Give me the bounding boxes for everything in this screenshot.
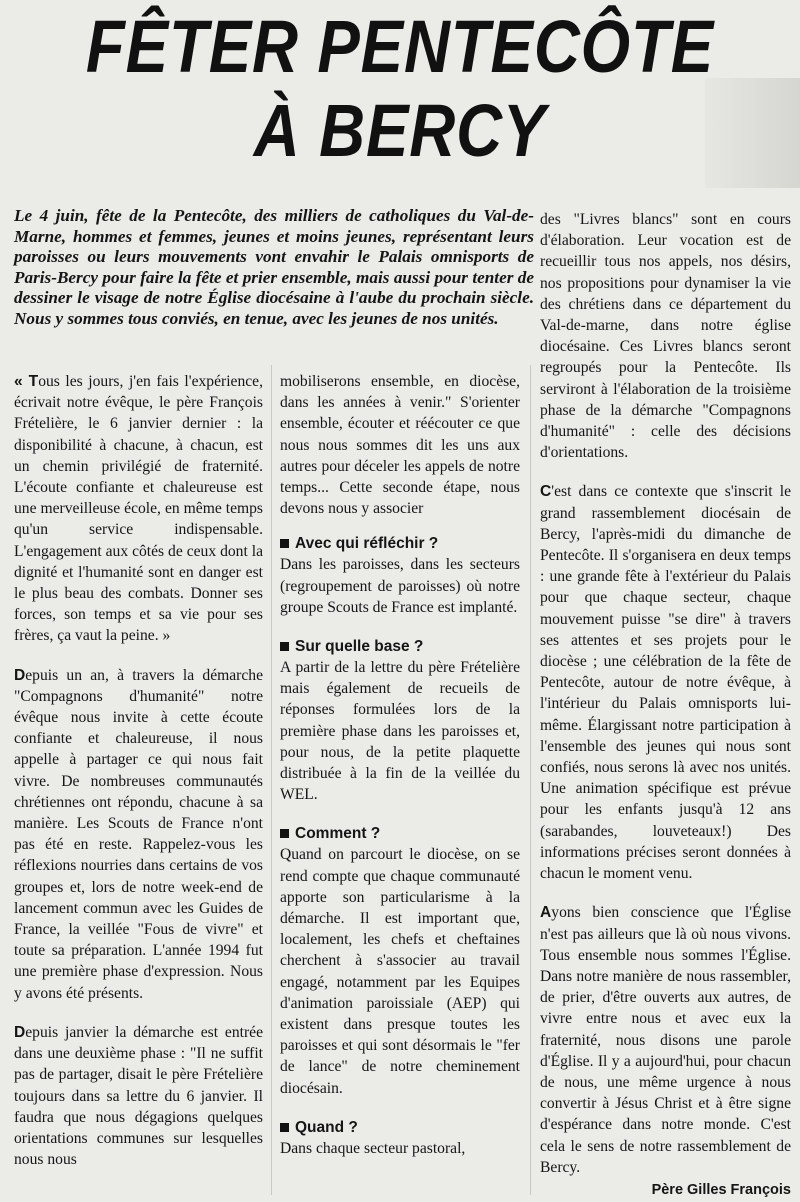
paragraph: Dans chaque secteur pastoral, [280,1139,466,1157]
paragraph [14,1022,263,1170]
paragraph-text: yons bien conscience que l'Église n'est pas ailleurs que là où nous vivons. Tous ensemble nous sommes l'Église. Dans notre manière de nous rassembler, de prier, d'être ouverts aux autres, de vivre entre nous et avec eux la fraternité, nous disons une parole d'Église. Il y a aujourd'hui, pour chacun de nous, une même urgence à nous convertir à Jésus Christ et à être signe d'espérance dans notre monde. C'est cela le sens de notre rassemblement de Bercy. [540,904,791,1176]
paragraph [14,371,263,647]
drop-cap: D [14,1023,26,1041]
heading-text: Comment ? [295,825,381,843]
column-1 [14,371,263,1170]
paragraph [540,902,791,1178]
paragraph-text: 'est dans ce contexte que s'inscrit le grand rassemblement diocésain de Bercy, l'après-midi du dimanche de Pentecôte. Il s'organisera en deux temps : une grande fête à l'extérieur du Palais pour que chaque secteur, chaque mouvement puisse "se dire" à travers ses attentes et ses projets pour le diocèse ; une célébration de la fête de Pentecôte, autour de notre évêque, à l'intérieur du Palais omnisports lui-même. Élargissant notre participation à l'ensemble des jeunes qui nous sont confiés, nous serons là avec nos unités. Une animation spécifique est prévue pour les enfants jusqu'à 12 ans (sarabandes, louveteaux!) Des informations précises seront données à chacun le moment venu. [540,483,791,883]
heading-text: Sur quelle base ? [295,638,424,656]
heading-text: Quand ? [295,1118,358,1136]
square-bullet-icon [280,539,289,548]
paragraph: Dans les paroisses, dans les secteurs (regroupement de paroisses) où notre groupe Scouts de France est implanté. [280,556,520,616]
heading-text: Avec qui réfléchir ? [295,535,439,553]
intro-paragraph: Le 4 juin, fête de la Pentecôte, des milliers de catholiques du Val-de-Marne, hommes et femmes, jeunes et moins jeunes, représentant leurs paroisses ou leurs mouvements vont envahir le Palais omnisports de Paris-Bercy pour faire la fête et prier ensemble, mais aussi pour tenter de dessiner le visage de notre Église diocésaine à l'aube du prochain siècle. Nous y sommes tous conviés, en tenue, avec les jeunes de nos unités. [14,206,534,328]
square-bullet-icon [280,1123,289,1132]
headline-line-2: À BERCY [253,89,547,172]
section-heading [280,1117,520,1138]
section-heading [280,823,520,844]
drop-cap: « T [14,373,39,390]
paragraph-text: epuis janvier la démarche est entrée dans une deuxième phase : "Il ne suffit pas de partager, disait le père Frételière toujours dans sa lettre du 6 janvier. Il faudra que nous dégagions quelques orientations communes sur lesquelles nous nous [14,1023,263,1169]
drop-cap: C [540,483,552,501]
paragraph: mobiliserons ensemble, en diocèse, dans les années à venir." S'orienter ensemble, écouter et réécouter ce que nous nous sommes dit les uns aux autres pour déceler les appels de notre temps... Cette seconde étape, nous devons nous y associer [280,373,520,518]
author-signature: Père Gilles François [651,1181,791,1198]
column-3 [540,209,791,1201]
section-heading [280,636,520,657]
column-2 [280,371,520,1159]
headline-line-1: FÊTER PENTECÔTE [85,5,715,88]
column-rule [271,365,272,1195]
column-rule [530,365,531,1195]
paragraph [14,665,263,1004]
paragraph: des "Livres blancs" sont en cours d'élaboration. Leur vocation est de recueillir tous nos appels, nos désirs, nos propositions pour dynamiser la vie des chrétiens dans ce département du Val-de-marne, dans notre église diocésaine. Ces Livres blancs seront regroupés pour la Pentecôte. Ils serviront à l'élaboration de la troisième phase de la démarche "Compagnons d'humanité" : celle des décisions d'orientations. [540,211,791,462]
drop-cap: A [540,904,552,922]
square-bullet-icon [280,642,289,651]
paragraph-text: epuis un an, à travers la démarche "Compagnons d'humanité" notre évêque nous invite à cette écoute confiante et chaleureuse, il nous appelle à partager ce qui nous fait vivre. De nombreuses communautés chrétiennes ont répondu, chacune à sa manière. Les Scouts de France n'ont pas été en reste. Rappelez-vous les réflexions nourries dans certains de vos groupes et, lors de notre week-end de lancement commun avec les Guides de France, la veillée "Fous de vivre" et toute sa préparation. L'année 1994 fut une première phase d'expression. Nous y avons été présents. [14,666,263,1002]
paragraph: A partir de la lettre du père Frételière mais également de recueils de réponses formulées lors de la première phase dans les paroisses et, pour nous, de la petite plaquette distribuée à la fin de la veillée du WEL. [280,659,520,804]
paragraph [540,481,791,884]
paragraph-text: ous les jours, j'en fais l'expérience, écrivait notre évêque, le père François Frételière, le 6 janvier dernier : la disponibilité à chacune, à chacun, est un chemin privilégié de fraternité. L'écoute confiante et chaleureuse est une merveilleuse école, en même temps qu'un service indispensable. L'engagement aux côtés de ceux dont la dignité et l'humanité sont en danger est le plus beau des combats. Donner ses forces, son temps et sa vie pour ses frères, ça vaut la peine. » [14,373,263,645]
square-bullet-icon [280,829,289,838]
paragraph: Quand on parcourt le diocèse, on se rend compte que chaque communauté apporte son particularisme à la démarche. Il est important que, localement, les chefs et cheftaines cherchent à s'associer au travail engagé, notamment par les Equipes d'animation paroissiale (AEP) qui existent dans presque toutes les paroisses et qui sont désormais le "fer de lance" de notre cheminement diocésain. [280,846,520,1097]
section-heading [280,533,520,554]
drop-cap: D [14,666,26,684]
